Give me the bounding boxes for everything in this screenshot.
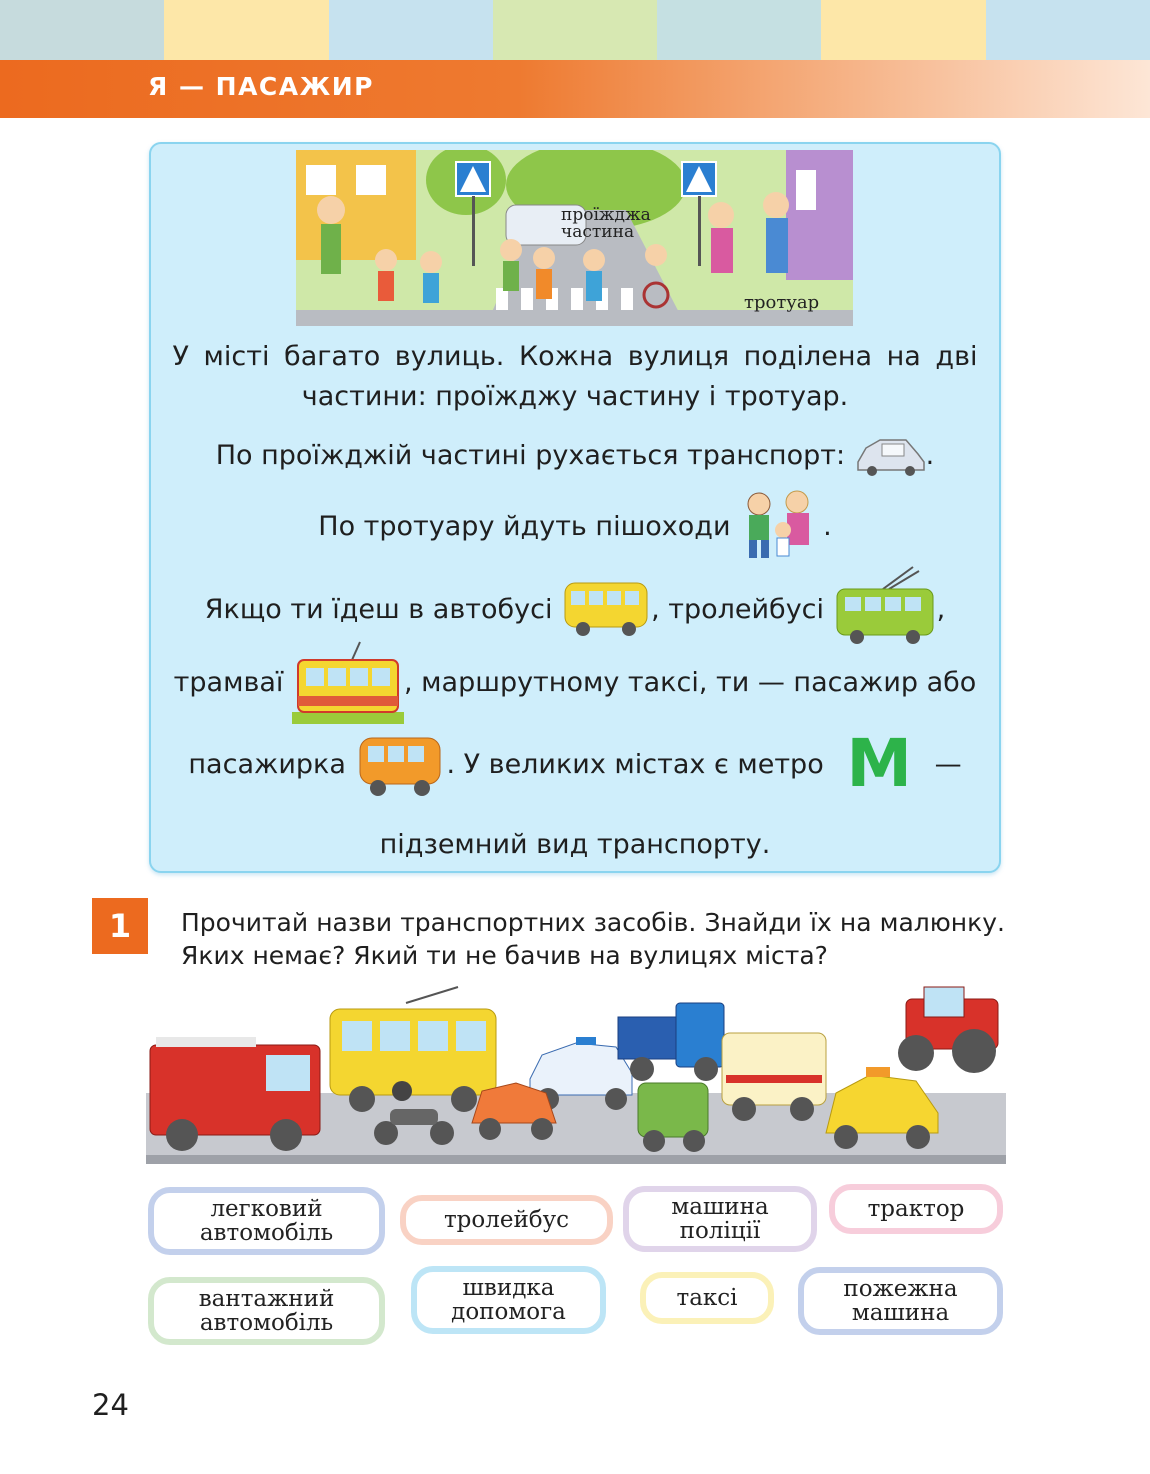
stripe [821, 0, 985, 60]
label-text-line: допомога [451, 1299, 566, 1325]
label-text-line: поліції [679, 1218, 761, 1244]
info-line-7 [150, 725, 1000, 802]
label-card [829, 1184, 1003, 1234]
info-text: — [934, 748, 962, 780]
label-text-line: машина [851, 1300, 950, 1326]
page-title: Я — ПАСАЖИР [148, 72, 374, 101]
label-card [148, 1187, 385, 1255]
minibus-icon [354, 728, 446, 800]
info-text: , тролейбусі [651, 593, 825, 625]
info-line-2 [150, 380, 1000, 412]
label-text-line: автомобіль [199, 1220, 334, 1246]
info-line-6 [150, 640, 1000, 724]
stripe [164, 0, 328, 60]
info-text: Якщо ти їдеш в автобусі [204, 593, 553, 625]
stripe [329, 0, 493, 60]
info-text: У місті багато вулиць. Кожна вулиця поділена на дві [172, 341, 978, 372]
label-text-line: таксі [676, 1285, 738, 1311]
label-text-line: трактор [867, 1196, 965, 1222]
task-instructions: Прочитай назви транспортних засобів. Знайди їх на малюнку. Яких немає? Який ти не бачив на вулицях міста? [181, 908, 1005, 970]
stripe [657, 0, 821, 60]
street-scene-illustration [296, 150, 853, 326]
sidewalk-label: тротуар [744, 292, 820, 313]
stripe [493, 0, 657, 60]
label-card [640, 1272, 774, 1324]
page-number: 24 [92, 1388, 129, 1422]
car-icon [854, 432, 926, 478]
label-text-line: швидка [462, 1275, 555, 1301]
info-text: По тротуару йдуть пішоходи [318, 510, 731, 542]
info-line-1 [150, 340, 1000, 372]
top-color-stripes [0, 0, 1150, 60]
label-text-line: легковий [210, 1196, 323, 1222]
label-card [400, 1195, 613, 1245]
info-text: . У великих містах є метро [446, 748, 824, 780]
fire-truck-icon [150, 1037, 320, 1151]
bus-icon [561, 577, 651, 641]
pedestrians-icon [739, 490, 823, 562]
label-text-line: машина [671, 1194, 769, 1220]
tram-icon [292, 640, 404, 724]
info-text: , [936, 593, 946, 625]
label-card [411, 1266, 606, 1334]
label-card [148, 1277, 385, 1345]
info-text: . [925, 439, 935, 471]
task-number-badge: 1 [92, 898, 148, 954]
info-text: пасажирка [188, 748, 346, 780]
label-text-line: вантажний [198, 1286, 335, 1312]
info-text: трамваї [173, 666, 284, 698]
label-text-line: пожежна [843, 1276, 958, 1302]
label-card [798, 1267, 1003, 1335]
stripe [0, 0, 164, 60]
info-line-4 [150, 490, 1000, 562]
vehicles-illustration [146, 983, 1006, 1164]
road-label-line1: проїжджа [561, 205, 651, 225]
title-bar [0, 60, 1150, 118]
info-text: частини: проїжджу частину і тротуар. [301, 381, 849, 412]
label-text-line: автомобіль [199, 1310, 334, 1336]
info-text: . [823, 510, 832, 542]
stripe [986, 0, 1150, 60]
road-label-line2: частина [561, 222, 635, 242]
info-text: , маршрутному таксі, ти — пасажир або [404, 666, 977, 698]
label-card [623, 1186, 817, 1252]
info-text: підземний вид транспорту. [379, 829, 771, 860]
metro-logo: М [846, 725, 912, 802]
info-line-3 [150, 432, 1000, 478]
label-text-line: тролейбус [443, 1207, 570, 1233]
info-text: По проїжджій частині рухається транспорт: [215, 439, 846, 471]
info-line-8 [150, 828, 1000, 860]
